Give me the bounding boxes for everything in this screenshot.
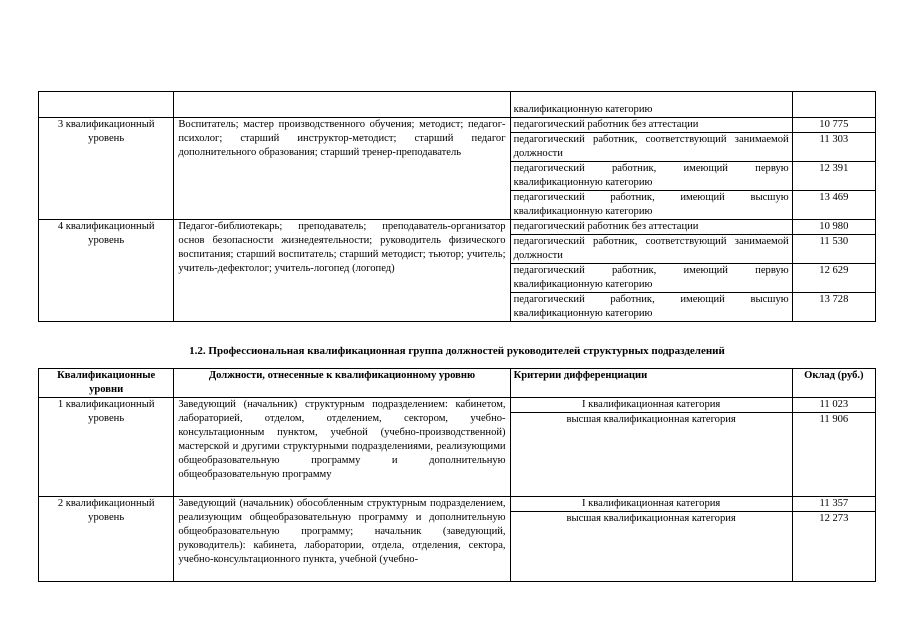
criterion-cell: I квалификационная категория	[510, 398, 792, 413]
table-cell	[174, 92, 510, 118]
header-criteria: Критерии дифференциации	[510, 369, 792, 398]
section-heading: 1.2. Профессиональная квалификационная группа должностей руководителей структурных подразделений	[189, 345, 725, 357]
criterion-cell: педагогический работник без аттестации	[510, 118, 792, 133]
salary-cell: 12 273	[792, 512, 875, 582]
salary-cell: 11 906	[792, 413, 875, 497]
salary-cell: 11 357	[792, 497, 875, 512]
table-header-row	[39, 369, 876, 398]
salary-cell: 12 629	[792, 264, 875, 293]
positions-cell: Заведующий (начальник) структурным подразделением: кабинетом, лабораторией, отделом, отделением, сектором, учебно-консультационным пунктом, учебной (учебно-производственной) мастерской и другими структурными подразделениями, реализующими общеобразовательную программу и дополнительную общеобразовательную программу	[174, 398, 510, 497]
level-cell: 3 квалификационный уровень	[39, 118, 174, 220]
salary-cell: 11 303	[792, 133, 875, 162]
table-pedagogical-levels	[38, 91, 876, 322]
table-row	[39, 118, 876, 133]
salary-cell: 13 728	[792, 293, 875, 322]
criterion-cell: педагогический работник, имеющий высшую квалификационную категорию	[510, 293, 792, 322]
table-row	[39, 398, 876, 413]
header-salary: Оклад (руб.)	[792, 369, 875, 398]
criterion-cell: высшая квалификационная категория	[510, 512, 792, 582]
salary-cell: 11 530	[792, 235, 875, 264]
positions-cell: Заведующий (начальник) обособленным структурным подразделением, реализующим общеобразовательную программу и дополнительную общеобразовательную программу; начальник (заведующий, руководитель): кабинета, лаборатории, отдела, отделения, сектора, учебно-консультационного пункта, учебной (учебно-	[174, 497, 510, 582]
criterion-cell: педагогический работник, имеющий высшую квалификационную категорию	[510, 191, 792, 220]
salary-cell: 10 980	[792, 220, 875, 235]
criterion-cell: педагогический работник, имеющий первую квалификационную категорию	[510, 162, 792, 191]
criterion-cell: I квалификационная категория	[510, 497, 792, 512]
table-row	[39, 497, 876, 512]
table-row	[39, 220, 876, 235]
criterion-cell: квалификационную категорию	[510, 92, 792, 118]
table-cell	[792, 92, 875, 118]
salary-cell: 13 469	[792, 191, 875, 220]
positions-cell: Воспитатель; мастер производственного обучения; методист; педагог-психолог; старший инструктор-методист; старший педагог дополнительного образования; старший тренер-преподаватель	[174, 118, 510, 220]
table-row	[39, 92, 876, 118]
table-managers-levels	[38, 368, 876, 582]
criterion-cell: педагогический работник, соответствующий занимаемой должности	[510, 133, 792, 162]
header-positions: Должности, отнесенные к квалификационному уровню	[174, 369, 510, 398]
level-cell: 4 квалификационный уровень	[39, 220, 174, 322]
table-cell	[39, 92, 174, 118]
level-cell: 1 квалификационный уровень	[39, 398, 174, 497]
salary-cell: 11 023	[792, 398, 875, 413]
criterion-cell: педагогический работник, имеющий первую квалификационную категорию	[510, 264, 792, 293]
criterion-cell: педагогический работник, соответствующий занимаемой должности	[510, 235, 792, 264]
header-levels: Квалификационные уровни	[39, 369, 174, 398]
level-cell: 2 квалификационный уровень	[39, 497, 174, 582]
criterion-cell: высшая квалификационная категория	[510, 413, 792, 497]
salary-cell: 10 775	[792, 118, 875, 133]
criterion-cell: педагогический работник без аттестации	[510, 220, 792, 235]
salary-cell: 12 391	[792, 162, 875, 191]
positions-cell: Педагог-библиотекарь; преподаватель; преподаватель-организатор основ безопасности жизнедеятельности; руководитель физического воспитания; старший воспитатель; старший методист; тьютор; учитель; учитель-дефектолог; учитель-логопед (логопед)	[174, 220, 510, 322]
